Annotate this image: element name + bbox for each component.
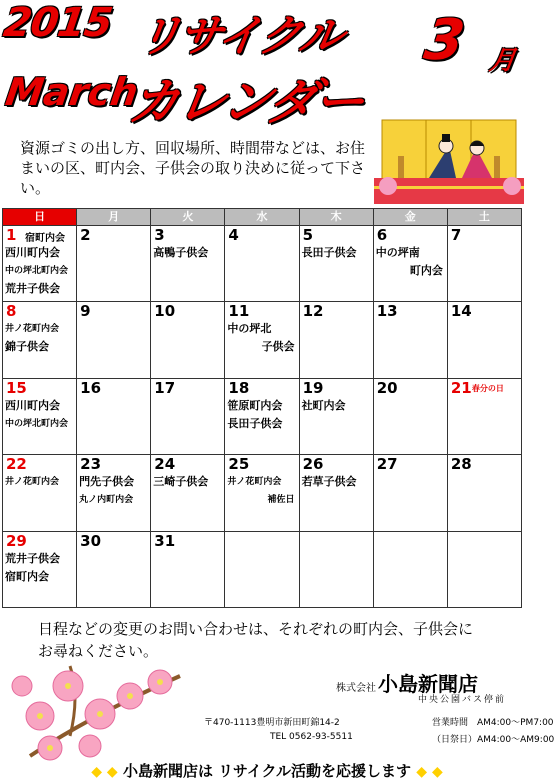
day-number: 23 — [80, 455, 102, 474]
day-number: 13 — [376, 302, 398, 321]
day-number: 1 — [6, 226, 17, 244]
calendar-week-row — [3, 226, 522, 302]
day-number: 29 — [6, 531, 27, 550]
calendar-day-cell — [447, 226, 521, 302]
event-label: 社町内会 — [301, 398, 346, 412]
calendar-day-cell — [151, 378, 225, 454]
event-label: 井ノ花町内会 — [5, 324, 60, 335]
calendar-day-cell — [299, 226, 373, 302]
bus-stop-label: 中央公園バス停前 — [418, 695, 507, 705]
calendar-day-cell — [225, 226, 299, 302]
event-label: 荒井子供会 — [5, 282, 60, 295]
event-label: 中の坪北 — [227, 322, 272, 336]
calendar-day-cell — [151, 531, 225, 607]
holiday-label: 春分の日 — [471, 383, 504, 393]
day-number: 14 — [450, 302, 472, 321]
calendar-day-cell — [151, 226, 225, 302]
event-label: 長田子供会 — [301, 246, 357, 259]
weekday-tue: 火 — [151, 209, 225, 226]
day-number: 18 — [228, 378, 250, 397]
day-number: 15 — [6, 378, 27, 397]
hina-doll-illustration — [374, 116, 524, 206]
calendar-day-cell — [3, 378, 77, 454]
calendar-day-cell — [299, 378, 373, 454]
day-number: 20 — [376, 378, 398, 397]
event-label: 中の坪北町内会 — [5, 418, 69, 429]
title-month-unit: 月 — [487, 46, 518, 76]
event-label: 西川町内会 — [5, 246, 60, 259]
calendar-day-cell — [77, 302, 151, 378]
day-number: 26 — [302, 455, 324, 474]
calendar-day-cell — [225, 531, 299, 607]
weekday-thu: 木 — [299, 209, 373, 226]
event-label: 高鴨子供会 — [153, 246, 209, 259]
calendar-day-cell — [3, 302, 77, 378]
event-label: 荒井子供会 — [5, 551, 60, 565]
calendar-day-cell — [447, 531, 521, 607]
calendar-day-cell — [373, 302, 447, 378]
day-number: 7 — [450, 226, 462, 244]
event-label: 丸ノ内町内会 — [79, 495, 134, 506]
event-label: 補佐日 — [267, 495, 295, 506]
event-label: 若草子供会 — [301, 475, 357, 489]
company-prefix: 株式会社 — [336, 683, 376, 694]
day-number: 22 — [6, 455, 27, 474]
event-label: 井ノ花町内会 — [227, 477, 282, 488]
calendar-day-cell — [77, 455, 151, 531]
day-number: 3 — [154, 226, 165, 244]
title-recycle: リサイクル — [133, 11, 345, 62]
footer-note: 日程などの変更のお問い合わせは、それぞれの町内会、子供会にお尋ねください。 — [38, 620, 474, 660]
day-number: 2 — [80, 226, 91, 244]
day-number: 16 — [80, 378, 102, 397]
title-month-number: 3 — [420, 8, 469, 73]
day-number: 5 — [302, 226, 313, 244]
calendar-week-row — [3, 531, 522, 607]
calendar-day-cell — [373, 531, 447, 607]
day-number: 17 — [154, 378, 176, 397]
calendar-week-row — [3, 302, 522, 378]
event-label: 中の坪南 — [375, 246, 420, 259]
event-label: 三崎子供会 — [153, 475, 209, 489]
business-hours: 営業時間 AM4:00〜PM7:00 — [432, 718, 554, 728]
weekday-mon: 月 — [77, 209, 151, 226]
calendar-day-cell — [225, 378, 299, 454]
calendar-day-cell — [373, 378, 447, 454]
day-number: 8 — [6, 302, 17, 321]
holiday-hours: （日祭日）AM4:00〜AM9:00 — [432, 735, 554, 745]
day-number: 25 — [228, 455, 250, 474]
cherry-blossom-illustration — [10, 656, 185, 764]
weekday-sun: 日 — [3, 209, 77, 226]
calendar-day-cell — [447, 455, 521, 531]
title-year: 2015 — [0, 0, 115, 46]
diamond-icon: ◆ ◆ — [91, 764, 118, 780]
address: 〒470-1113豊明市新田町錦14-2 — [204, 718, 340, 728]
calendar-day-cell — [77, 378, 151, 454]
day-number: 10 — [154, 302, 176, 321]
event-label: 中の坪北町内会 — [5, 266, 69, 276]
event-label: 宿町内会 — [5, 569, 49, 583]
event-label: 井ノ花町内会 — [5, 477, 60, 488]
calendar-day-cell — [225, 302, 299, 378]
event-label: 笹原町内会 — [227, 398, 283, 412]
event-label: 宿町内会 — [25, 233, 65, 244]
calendar-day-cell — [373, 226, 447, 302]
weekday-header — [3, 209, 522, 226]
day-number: 19 — [302, 378, 324, 397]
calendar-day-cell — [3, 455, 77, 531]
event-label: 子供会 — [261, 340, 295, 354]
calendar-day-cell — [3, 531, 77, 607]
day-number: 27 — [376, 455, 398, 474]
title-calendar: カレンダー — [125, 73, 366, 131]
day-number: 6 — [376, 226, 388, 244]
calendar-day-cell — [77, 531, 151, 607]
calendar-day-cell — [151, 302, 225, 378]
day-number: 11 — [228, 302, 250, 321]
calendar-day-cell — [299, 531, 373, 607]
calendar-day-cell — [447, 378, 521, 454]
event-label: 長田子供会 — [227, 416, 283, 430]
day-number: 31 — [154, 531, 176, 550]
calendar-day-cell — [151, 455, 225, 531]
diamond-icon: ◆ ◆ — [416, 764, 443, 780]
calendar-week-row — [3, 378, 522, 454]
intro-text: 資源ゴミの出し方、回収場所、時間帯などは、お住まいの区、町内会、子供会の取り決めに従って下さい。 — [20, 139, 366, 197]
calendar-day-cell — [225, 455, 299, 531]
day-number: 12 — [302, 302, 324, 321]
day-number: 9 — [80, 302, 91, 321]
event-label: 錦子供会 — [5, 340, 49, 354]
day-number: 4 — [228, 226, 239, 244]
event-label: 町内会 — [409, 264, 443, 277]
calendar-day-cell — [3, 226, 77, 302]
calendar-day-cell — [299, 455, 373, 531]
day-number: 24 — [154, 455, 176, 474]
day-number: 28 — [450, 455, 472, 474]
weekday-fri: 金 — [373, 209, 447, 226]
slogan — [32, 760, 502, 781]
day-number: 30 — [80, 531, 102, 550]
calendar-day-cell — [373, 455, 447, 531]
telephone: TEL 0562-93-5511 — [270, 732, 353, 742]
calendar-day-cell — [77, 226, 151, 302]
company-main-name: 小島新聞店 — [378, 672, 478, 696]
calendar-day-cell — [447, 302, 521, 378]
weekday-wed: 水 — [225, 209, 299, 226]
calendar-day-cell — [299, 302, 373, 378]
day-number: 21 — [450, 378, 472, 397]
weekday-sat: 土 — [447, 209, 521, 226]
event-label: 門先子供会 — [79, 475, 135, 489]
calendar-grid — [2, 208, 522, 608]
title-month-english: March — [2, 70, 141, 114]
slogan-text: 小島新聞店は リサイクル活動を応援します — [122, 762, 412, 780]
event-label: 西川町内会 — [5, 398, 60, 412]
calendar-week-row — [3, 455, 522, 531]
